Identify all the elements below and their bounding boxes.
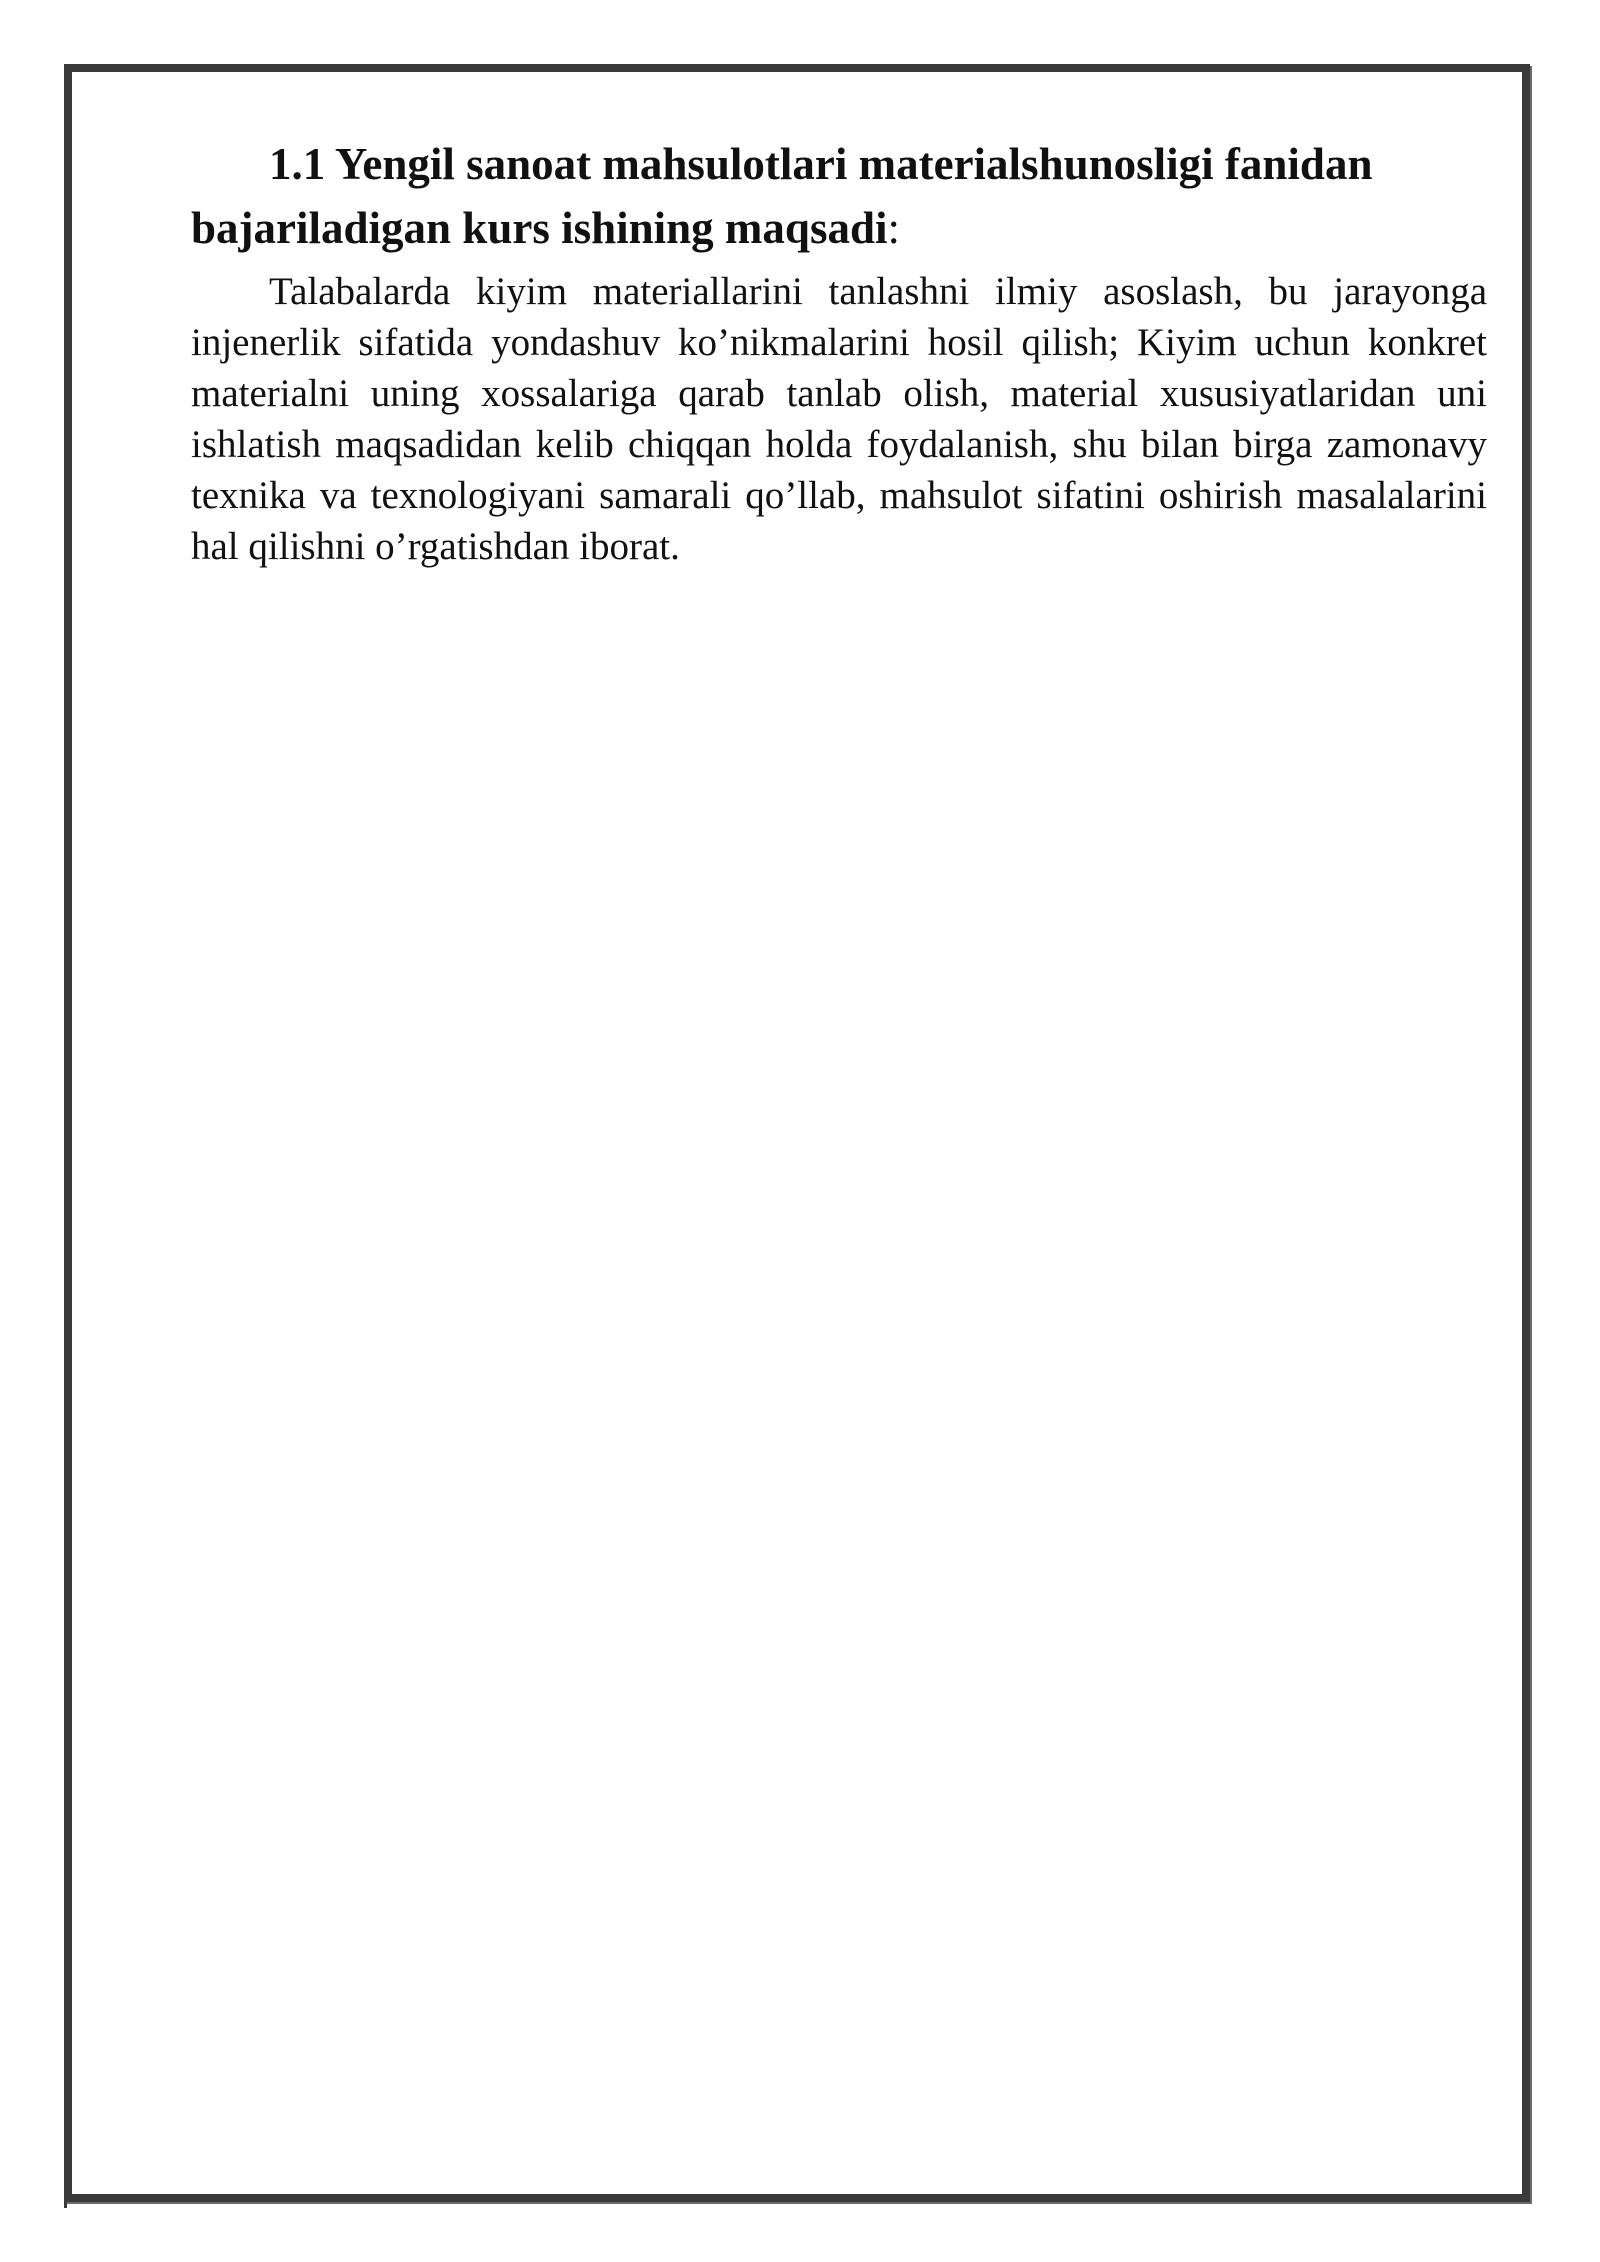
frame-corner-mark [64, 2190, 67, 2208]
section-heading-colon: : [887, 203, 901, 253]
body-paragraph: Talabalarda kiyim materiallarini tanlashni ilmiy asoslash, bu jarayonga injenerlik sifatida yondashuv ko’nikmalarini hosil qilish; Kiyim uchun konkret materialni uning xossalariga qarab tanlab olish, material xususiyatlaridan uni ishlatish maqsadidan kelib chiqqan holda foydalanish, shu bilan birga zamonavy texnika va texnologiyani samarali qo’llab, mahsulot sifatini oshirish masalalarini hal qilishni o’rgatishdan iborat. [191, 270, 1487, 568]
document-body [191, 132, 1487, 572]
section-heading-text: 1.1 Yengil sanoat mahsulotlari materialshunosligi fanidan bajariladigan kurs ishining maqsadi [191, 139, 1373, 253]
section-heading [191, 132, 1487, 260]
